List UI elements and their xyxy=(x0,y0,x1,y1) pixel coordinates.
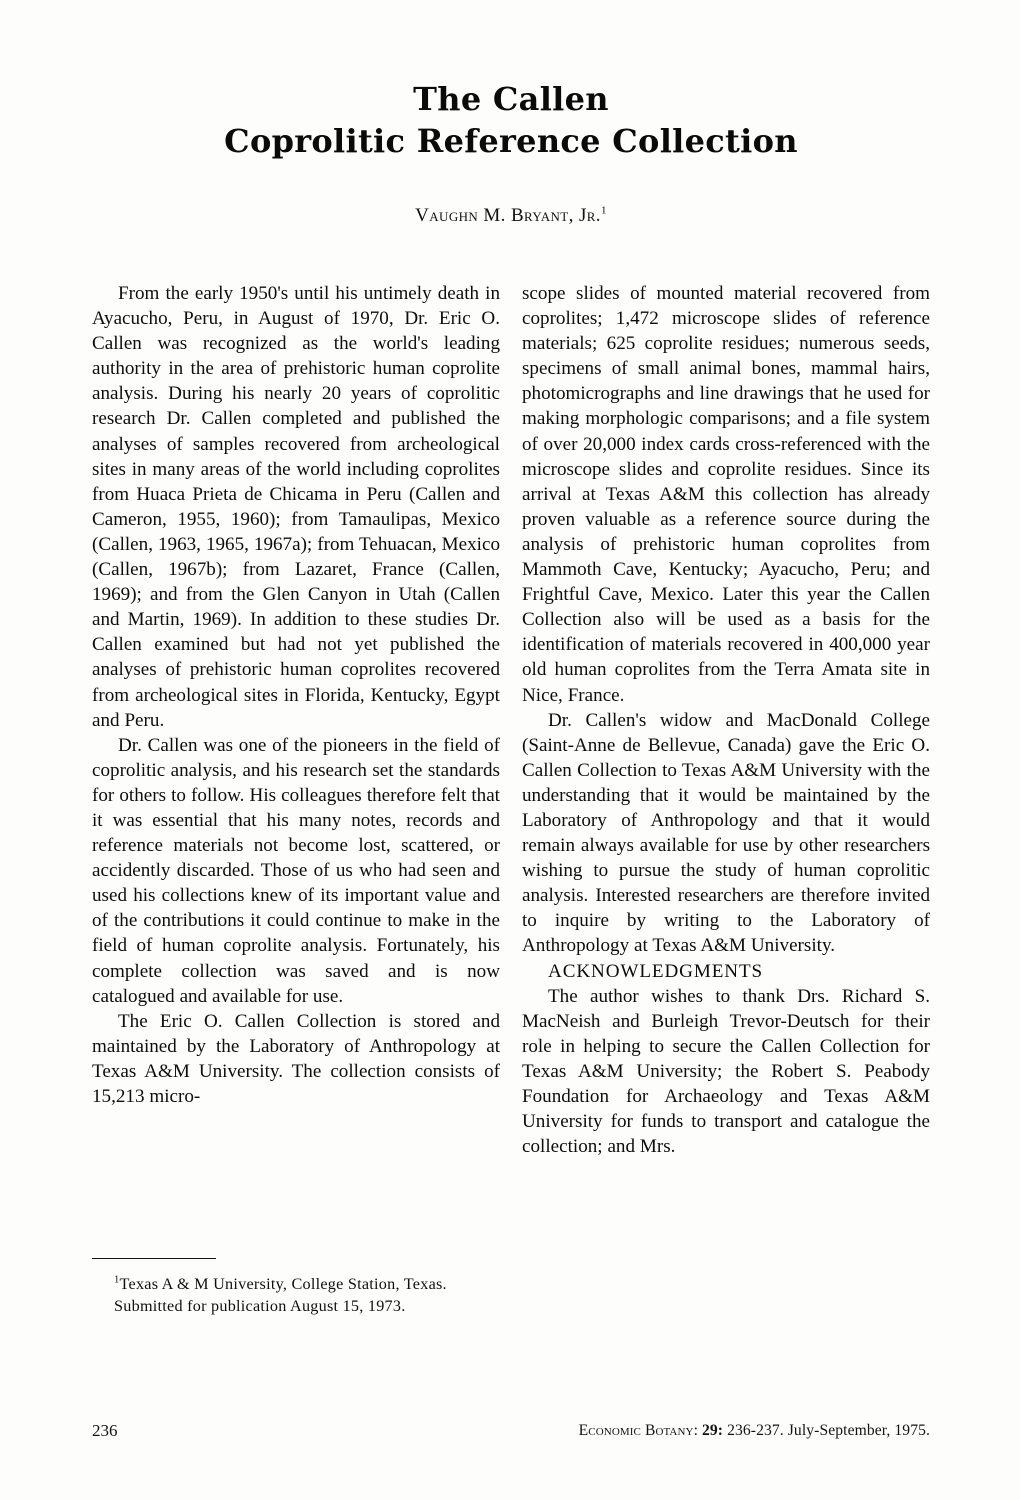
page-footer xyxy=(92,1421,930,1445)
left-paragraph-3: The Eric O. Callen Collection is stored and maintained by the Laboratory of Anthropology at Texas A&M University. The collection consists of 15,213 micro- xyxy=(92,1010,500,1107)
footnote-affiliation xyxy=(92,1273,500,1295)
right-column xyxy=(522,281,930,1159)
author-footnote-marker: 1 xyxy=(600,204,607,217)
left-column xyxy=(92,281,500,1109)
footer-separator: : xyxy=(693,1422,702,1439)
footnote-rule xyxy=(92,1258,216,1259)
footnote-block xyxy=(92,1258,500,1317)
footnote-affiliation-text: Texas A & M University, College Station, Texas. xyxy=(119,1275,447,1293)
title-line-2: Coprolitic Reference Collection xyxy=(224,122,798,160)
title-line-1: The Callen xyxy=(413,80,609,118)
right-paragraph-2: Dr. Callen's widow and MacDonald College (Saint-Anne de Bellevue, Canada) gave the Eric O. Callen Collection to Texas A&M University with the understanding that it would be maintained by the Laboratory of Anthropology and that it would remain always available for use by other researchers wishing to pursue the study of human coprolitic analysis. Interested researchers are therefore invited to inquire by writing to the Laboratory of Anthropology at Texas A&M University. xyxy=(522,709,930,957)
author-byline xyxy=(92,205,930,227)
footnote-submitted: Submitted for publication August 15, 1973. xyxy=(114,1297,406,1315)
footer-page-number: 236 xyxy=(92,1421,118,1440)
footer-pages-date: 236-237. July-September, 1975. xyxy=(723,1422,930,1439)
right-paragraph-1: scope slides of mounted material recovered from coprolites; 1,472 microscope slides of reference materials; 625 coprolite residues; numerous seeds, specimens of small animal bones, mammal hairs, photomicrographs and line drawings that he used for making morphologic comparisons; and a file system of over 20,000 index cards cross-referenced with the microscope slides and coprolite residues. Since its arrival at Texas A&M this collection has already proven valuable as a reference source during the analysis of prehistoric human coprolites from Mammoth Cave, Kentucky; Ayacucho, Peru; and Frightful Cave, Mexico. Later this year the Callen Collection also will be used as a basis for the identification of materials recovered in 400,000 year old human coprolites from the Terra Amata site in Nice, France. xyxy=(522,283,930,706)
footer-volume: 29: xyxy=(702,1422,724,1439)
left-paragraph-1: From the early 1950's until his untimely death in Ayacucho, Peru, in August of 1970, Dr. Eric O. Callen was recognized as the world's leading authority in the area of prehistoric human coprolite analysis. During his nearly 20 years of coprolitic research Dr. Callen completed and published the analyses of samples recovered from archeological sites in many areas of the world including coprolites from Huaca Prieta de Chicama in Peru (Callen and Cameron, 1955, 1960); from Tamaulipas, Mexico (Callen, 1963, 1965, 1967a); from Tehuacan, Mexico (Callen, 1967b); from Lazaret, France (Callen, 1969); and from the Glen Canyon in Utah (Callen and Martin, 1969). In addition to these studies Dr. Callen examined but had not yet published the analyses of prehistoric human coprolites recovered from archeological sites in Florida, Kentucky, Egypt and Peru. xyxy=(92,283,500,731)
author-name: Vaughn M. Bryant, Jr. xyxy=(415,205,601,226)
acknowledgments-paragraph: The author wishes to thank Drs. Richard S. MacNeish and Burleigh Trevor-Deutsch for their role in helping to secure the Callen Collection for Texas A&M University; the Robert S. Peabody Foundation for Archaeology and Texas A&M University for funds to transport and catalogue the collection; and Mrs. xyxy=(522,985,930,1158)
footer-citation xyxy=(579,1422,930,1440)
footnote-marker: 1 xyxy=(114,1274,120,1286)
footer-journal-name: Economic Botany xyxy=(578,1422,694,1439)
body-columns xyxy=(92,281,930,1341)
page-title xyxy=(92,78,930,162)
left-paragraph-2: Dr. Callen was one of the pioneers in the field of coprolitic analysis, and his research set the standards for others to follow. His colleagues therefore felt that it was essential that his many notes, records and reference materials not become lost, scattered, or accidently discarded. Those of us who had seen and used his collections knew of its important value and of the contributions it could continue to make in the field of human coprolite analysis. Fortunately, his complete collection was saved and is now catalogued and available for use. xyxy=(92,734,500,1007)
acknowledgments-heading: ACKNOWLEDGMENTS xyxy=(548,960,764,982)
